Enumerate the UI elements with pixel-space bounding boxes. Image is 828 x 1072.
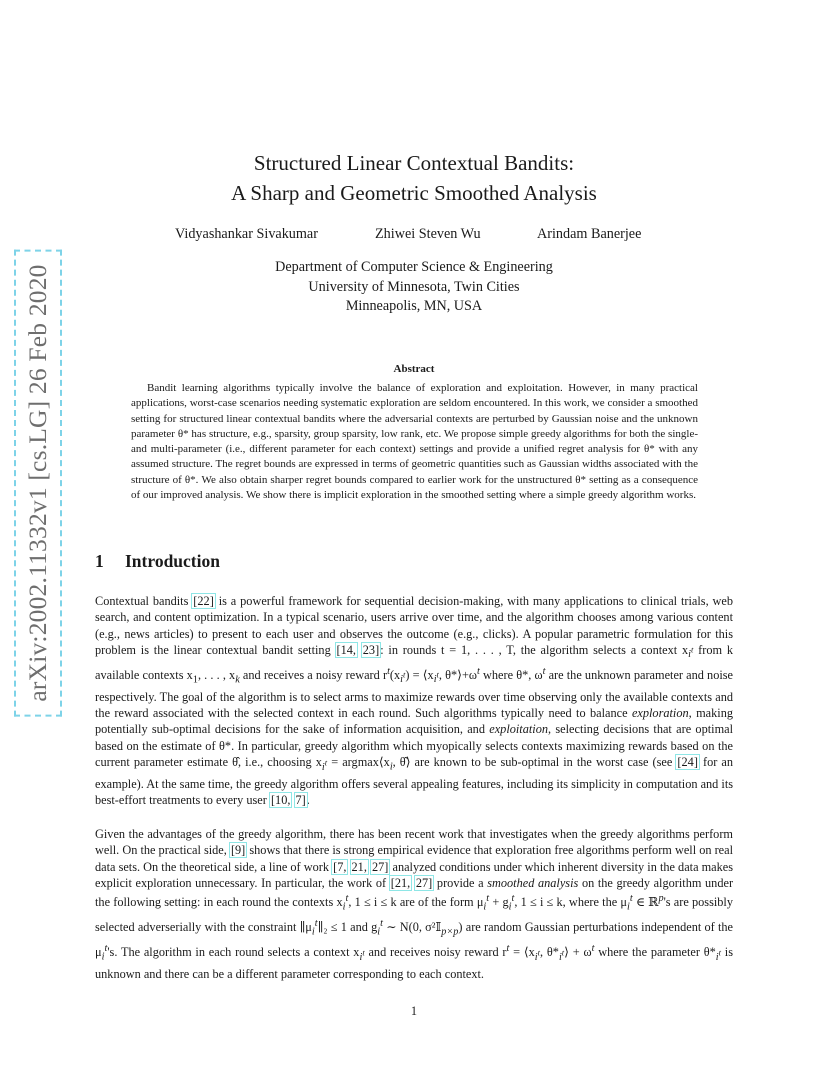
citation-link[interactable]: [22] (193, 594, 214, 608)
citation-link[interactable]: [14, (336, 643, 356, 658)
abstract-heading: Abstract (393, 363, 435, 375)
citation-link[interactable]: [7, (333, 859, 347, 874)
page-number: 1 (410, 1004, 418, 1018)
title-line-2: A Sharp and Geometric Smoothed Analysis (231, 181, 597, 205)
affiliation-line-1: Department of Computer Science & Engineering (275, 259, 553, 275)
citation-link[interactable]: 7] (295, 793, 306, 808)
citation-link[interactable]: [21, (390, 876, 411, 891)
arxiv-identifier-text: arXiv:2002.11332v1 [cs.LG] 26 Feb 2020 (21, 256, 55, 709)
abstract-text: Bandit learning algorithms typically involve the balance of exploration and exploitation. However, in many practical applications, worst-case scenarios needing systematic exploration are seldom encountered. In this work, we consider a smoothed setting for structured linear contextual bandits where the adversarial contexts are perturbed by Gaussian noise and the unknown parameter θ* has structure, e.g., sparsity, group sparsity, low rank, etc. We propose simple greedy algorithms for both the single- and multi-parameter (i.e., different parameter for each context) settings and provide a unified regret analysis for θ* with any assumed structure. The regret bounds are expressed in terms of geometric quantities such as Gaussian widths associated with the structure of θ*. We also obtain sharper regret bounds compared to earlier work for the unstructured θ* setting as a consequence of our improved analysis. We show there is implicit exploration in the smoothed setting where a simple greedy algorithm works. (131, 382, 698, 502)
affiliation-line-2: University of Minnesota, Twin Cities (308, 278, 520, 295)
citation-link[interactable]: 21, (351, 859, 367, 874)
title-line-1: Structured Linear Contextual Bandits: (253, 151, 575, 175)
citation-link[interactable]: 27] (415, 876, 433, 891)
citation-link[interactable]: 23] (362, 643, 380, 658)
section-number: 1 (95, 551, 104, 571)
section-title: Introduction (125, 551, 220, 571)
citation-link[interactable]: [24] (677, 755, 698, 770)
section-heading (95, 551, 220, 572)
author-3: Arindam Banerjee (537, 226, 642, 242)
intro-paragraph-2: Given the advantages of the greedy algorithm, there has been recent work that investigates when the greedy algorithms perform well. On the practical side, [9] shows that there is strong empirical evidence that exploration free algorithms perform well on real data sets. On the theoretical side, a line of work [7, 21, 27] analyzed conditions under which inherent diversity in the data makes explicit exploration unnecessary. In particular, the work of [21, 27] provide a smoothed analysis on the greedy algorithm under the following setting: in each round the contexts $x_i^t$, 1 ≤ i ≤ k are of the form $\mu_i^t + g_i^t$, 1 ≤ i ≤ k, where the $\mu_i^t$ ∈ ℝ$^p$'s are possibly selected adverserially with the constraint $\parallel\mu_i^t\parallel_2 \le 1$ and $g_i^t$ ∼ N(0, σ²𝕀$_{p\times p}$) are random Gaussian perturbations independent of the $\mu_i^t's$. The algorithm in each round selects a context $x_{i^t}$ and receives noisy reward $r^t$ = $⟨x_{i^t}$, $\theta*_{i^t}⟩ + \omega^t$ where the parameter $\theta*_{i^t}$ is unknown and there can be a different parameter corresponding to each context. (95, 827, 734, 982)
affiliation-line-3: Minneapolis, MN, USA (345, 298, 483, 314)
citation-link[interactable]: [10, (270, 793, 291, 808)
affiliation (0, 258, 828, 317)
citation-link[interactable]: 27] (371, 859, 389, 874)
author-2: Zhiwei Steven Wu (375, 226, 481, 242)
citation-link[interactable]: [9] (230, 843, 246, 858)
intro-paragraph-1: Contextual bandits [22] is a powerful framework for sequential decision-making, with many applications to clinical trials, web search, and content optimization. In a typical scenario, users arrive over time, and the algorithm chooses among various content (e.g., news articles) to present to each user and observes the outcome (e.g., clicks). A popular parametric formulation for this problem is the linear contextual bandit setting [14, 23]: in rounds t = 1, . . . , T, the algorithm selects a context $x_{i^t}$ from k available contexts $x_1$, . . . , $x_k$ and receives a noisy reward $r^t(x_{i^t})$ = $⟨x_{i^t}$, $\theta*⟩+\omega^t$ where θ*, $\omega^t$ are the unknown parameter and noise respectively. The goal of the algorithm is to select arms to maximize rewards over time observing only the available contexts and the reward associated with the selected context in each round. Such algorithms typically need to balance exploration, making potentially sub-optimal decisions for the sake of information acquisition, and exploitation, selecting decisions that are optimal based on the estimate of θ*. In particular, greedy algorithm which myopically selects contexts maximizing rewards based on the current parameter estimate θ̂, i.e., choosing $x_{i^t}$ = $argmax⟨x_i$, θ̂⟩ are known to be sub-optimal in the worst case (see [24] for an example). At the same time, the greedy algorithm offers several appealing features, including its simplicity in computation and its best-effort treatments to every user [10, 7]. (95, 594, 734, 808)
arxiv-identifier-stamp (18, 255, 58, 710)
paper-title (0, 148, 828, 208)
author-1: Vidyashankar Sivakumar (175, 226, 318, 242)
